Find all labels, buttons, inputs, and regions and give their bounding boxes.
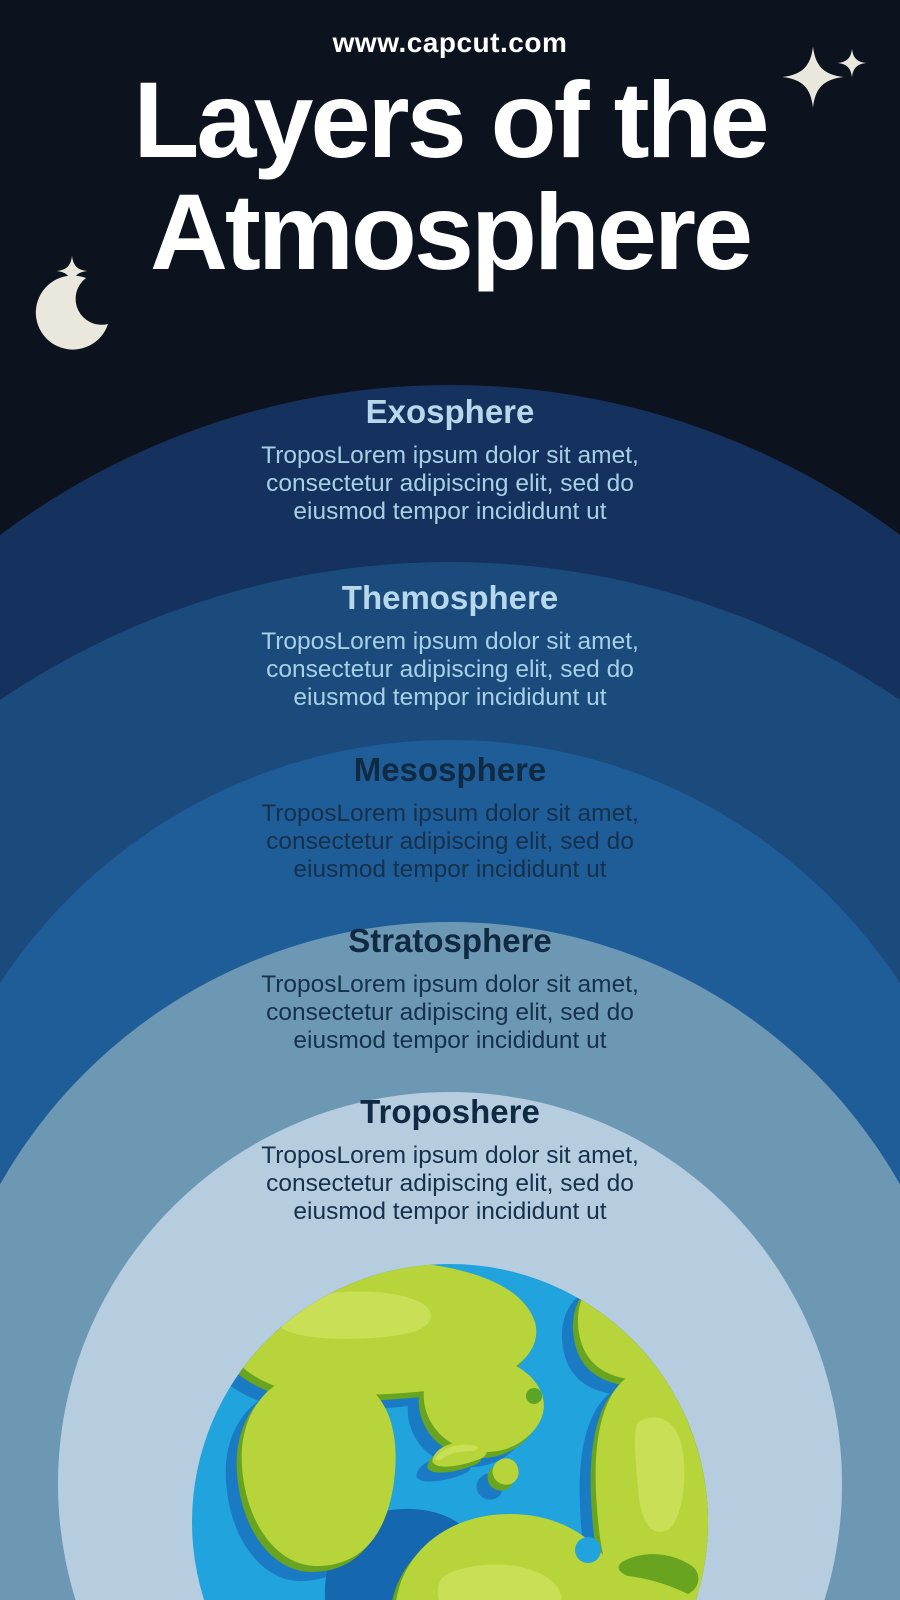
section-exosphere: [0, 394, 900, 526]
layer-description: TroposLorem ipsum dolor sit amet, consectetur adipiscing elit, sed do eiusmod tempor incididunt ut: [261, 971, 639, 1054]
section-themosphere: [0, 580, 900, 712]
layer-title: Exosphere: [365, 393, 535, 430]
moon-crescent: [36, 276, 108, 350]
earth-bay: [575, 1537, 601, 1563]
crescent-moon-icon: [20, 246, 124, 362]
sparkle-icon-small: [838, 49, 867, 78]
section-troposphere: [0, 1094, 900, 1226]
site-url: www.capcut.com: [332, 27, 568, 58]
earth-island-small: [526, 1388, 542, 1404]
layer-description: TroposLorem ipsum dolor sit amet, consectetur adipiscing elit, sed do eiusmod tempor incididunt ut: [261, 628, 639, 711]
layer-description: TroposLorem ipsum dolor sit amet, consectetur adipiscing elit, sed do eiusmod tempor incididunt ut: [261, 442, 639, 525]
layer-title: Themosphere: [341, 579, 559, 616]
layer-description: TroposLorem ipsum dolor sit amet, consectetur adipiscing elit, sed do eiusmod tempor incididunt ut: [261, 1142, 639, 1225]
sparkle-icons: [756, 34, 880, 126]
earth-land-highlight: [276, 1292, 431, 1339]
sparkle-icon-large: [782, 46, 843, 107]
layer-title: Mesosphere: [353, 751, 547, 788]
section-mesosphere: [0, 752, 900, 884]
section-stratosphere: [0, 923, 900, 1055]
layer-title: Stratosphere: [348, 922, 552, 959]
layer-description: TroposLorem ipsum dolor sit amet, consectetur adipiscing elit, sed do eiusmod tempor incididunt ut: [261, 800, 639, 883]
title-line-2: Atmosphere: [149, 171, 751, 293]
earth-illustration: [190, 1262, 710, 1600]
title-line-1: Layers of the: [133, 59, 767, 180]
layer-title: Troposhere: [360, 1093, 540, 1130]
